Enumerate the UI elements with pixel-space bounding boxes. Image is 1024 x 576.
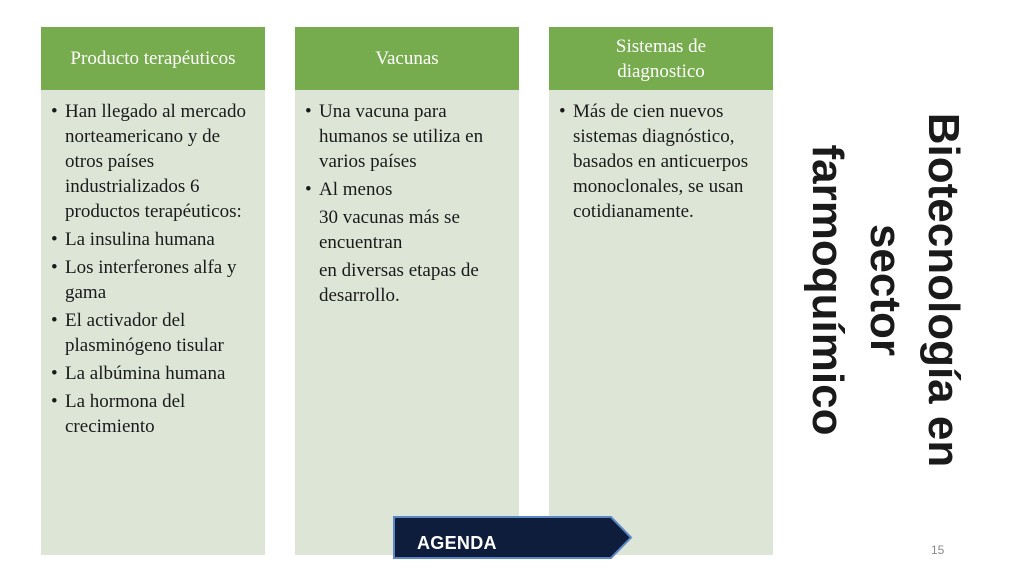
list-item: • Una vacuna para humanos se utiliza en varios países xyxy=(305,101,484,172)
column-vacunas xyxy=(295,27,519,555)
list-item-continuation: en diversas etapas de desarrollo. xyxy=(319,260,479,306)
column-header: Vacunas xyxy=(295,27,519,90)
bullet-icon: • xyxy=(51,363,58,384)
list-item: • La hormona del crecimiento xyxy=(51,391,186,437)
list-item: • Más de cien nuevos sistemas diagnóstico, basados en anticuerpos monoclonales, se usan cotidianamente. xyxy=(559,101,749,222)
bullet-icon: • xyxy=(51,101,58,122)
column-body xyxy=(295,90,519,555)
column-sistemas-diagnostico xyxy=(549,27,773,555)
list-item-continuation: 30 vacunas más se encuentran xyxy=(319,207,460,253)
list-item: • Han llegado al mercado norteamericano y de otros países industrializados 6 productos terapéuticos: xyxy=(51,101,246,222)
agenda-button[interactable] xyxy=(393,516,633,559)
agenda-label: AGENDA xyxy=(417,533,497,553)
bullet-icon: • xyxy=(305,179,312,200)
list-item: • La insulina humana xyxy=(51,229,215,250)
bullet-icon: • xyxy=(51,229,58,250)
bullet-icon: • xyxy=(51,391,58,412)
column-body xyxy=(41,90,265,555)
bullet-icon: • xyxy=(51,257,58,278)
list-item: • El activador del plasminógeno tisular xyxy=(51,310,224,356)
column-body xyxy=(549,90,773,555)
list-item: • Al menos xyxy=(305,179,393,200)
column-header: Producto terapéuticos xyxy=(41,27,265,90)
column-productos-terapeuticos xyxy=(41,27,265,555)
bullet-icon: • xyxy=(51,310,58,331)
bullet-icon: • xyxy=(305,101,312,122)
slide-title: Biotecnología en sector farmoquímico xyxy=(803,112,968,468)
list-item: • La albúmina humana xyxy=(51,363,226,384)
page-number: 15 xyxy=(931,543,945,557)
bullet-icon: • xyxy=(559,101,566,122)
column-header: Sistemas de diagnostico xyxy=(549,27,773,90)
list-item: • Los interferones alfa y gama xyxy=(51,257,237,303)
